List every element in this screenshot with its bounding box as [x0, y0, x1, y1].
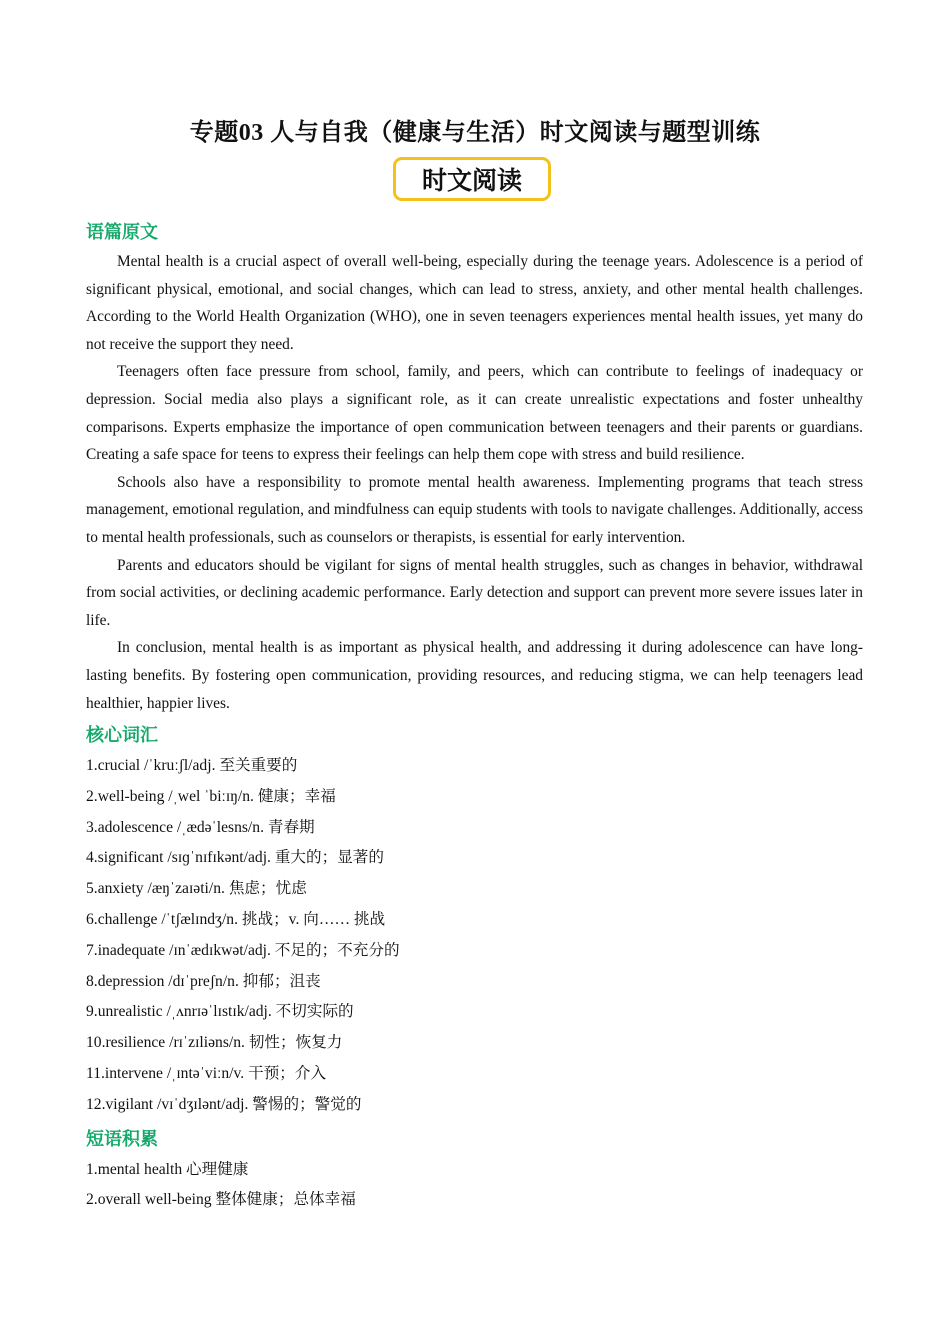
paragraph-1: Mental health is a crucial aspect of overall well-being, especially during the teenage years. Adolescence is a period of significant physical, emotional, and social changes, which can lead to stress, anxiety, and other mental health challenges. According to the World Health Organization (WHO), one in seven teenagers experiences mental health issues, yet many do not receive the support they need. [86, 253, 863, 353]
document-content [86, 214, 863, 1216]
vocab-item: 1.crucial /ˈkruːʃl/adj. 至关重要的 [86, 757, 298, 775]
document-title: 专题03 人与自我（健康与生活）时文阅读与题型训练 [189, 120, 761, 146]
vocab-item: 2.well-being /ˌwel ˈbiːɪŋ/n. 健康；幸福 [86, 787, 336, 805]
vocab-item: 8.depression /dɪˈpreʃn/n. 抑郁；沮丧 [86, 972, 321, 990]
vocab-item: 12.vigilant /vɪˈdʒɪlənt/adj. 警惕的；警觉的 [86, 1095, 362, 1113]
section-heading-vocab: 核心词汇 [86, 725, 158, 746]
phrase-list [86, 1155, 863, 1217]
paragraph-5: In conclusion, mental health is as important as physical health, and addressing it during adolescence can have long-lasting benefits. By fostering open communication, providing resources, and reducing stigma, we can help teenagers lead healthier, happier lives. [86, 639, 863, 712]
paragraph-4: Parents and educators should be vigilant for signs of mental health struggles, such as changes in behavior, withdrawal from social activities, or declining academic performance. Early detection and support can prevent more severe issues later in life. [86, 556, 863, 629]
vocab-item: 10.resilience /rɪˈzɪliəns/n. 韧性；恢复力 [86, 1034, 343, 1052]
vocab-item: 4.significant /sɪɡˈnɪfɪkənt/adj. 重大的；显著的 [86, 849, 384, 867]
paragraph-2: Teenagers often face pressure from school, family, and peers, which can contribute to feelings of inadequacy or depression. Social media also plays a significant role, as it can create unrealistic expectations and foster unhealthy comparisons. Experts emphasize the importance of open communication between teenagers and their parents or guardians. Creating a safe space for teens to express their feelings can help them cope with stress and build resilience. [86, 363, 863, 464]
vocab-item: 7.inadequate /ɪnˈædɪkwət/adj. 不足的；不充分的 [86, 941, 400, 959]
vocab-list [86, 751, 863, 1121]
vocab-item: 6.challenge /ˈtʃælɪndʒ/n. 挑战；v. 向…… 挑战 [86, 911, 386, 929]
vocab-item: 3.adolescence /ˌædəˈlesns/n. 青春期 [86, 818, 315, 836]
vocab-item: 11.intervene /ˌɪntəˈviːn/v. 干预；介入 [86, 1065, 327, 1083]
paragraph-3: Schools also have a responsibility to promote mental health awareness. Implementing programs that teach stress management, emotional regulation, and mindfulness can equip students with tools to navigate challenges. Additionally, access to mental health professionals, such as counselors or therapists, is essential for early intervention. [86, 473, 863, 546]
section-heading-text: 语篇原文 [86, 222, 158, 242]
section-heading-phrases: 短语积累 [86, 1128, 158, 1149]
phrase-item: 2.overall well-being 整体健康；总体幸福 [86, 1191, 356, 1209]
vocab-item: 5.anxiety /æŋˈzaɪəti/n. 焦虑；忧虑 [86, 880, 307, 898]
vocab-item: 9.unrealistic /ˌʌnrɪəˈlɪstɪk/adj. 不切实际的 [86, 1003, 354, 1021]
phrase-item: 1.mental health 心理健康 [86, 1160, 249, 1178]
section-badge: 时文阅读 [393, 157, 551, 201]
